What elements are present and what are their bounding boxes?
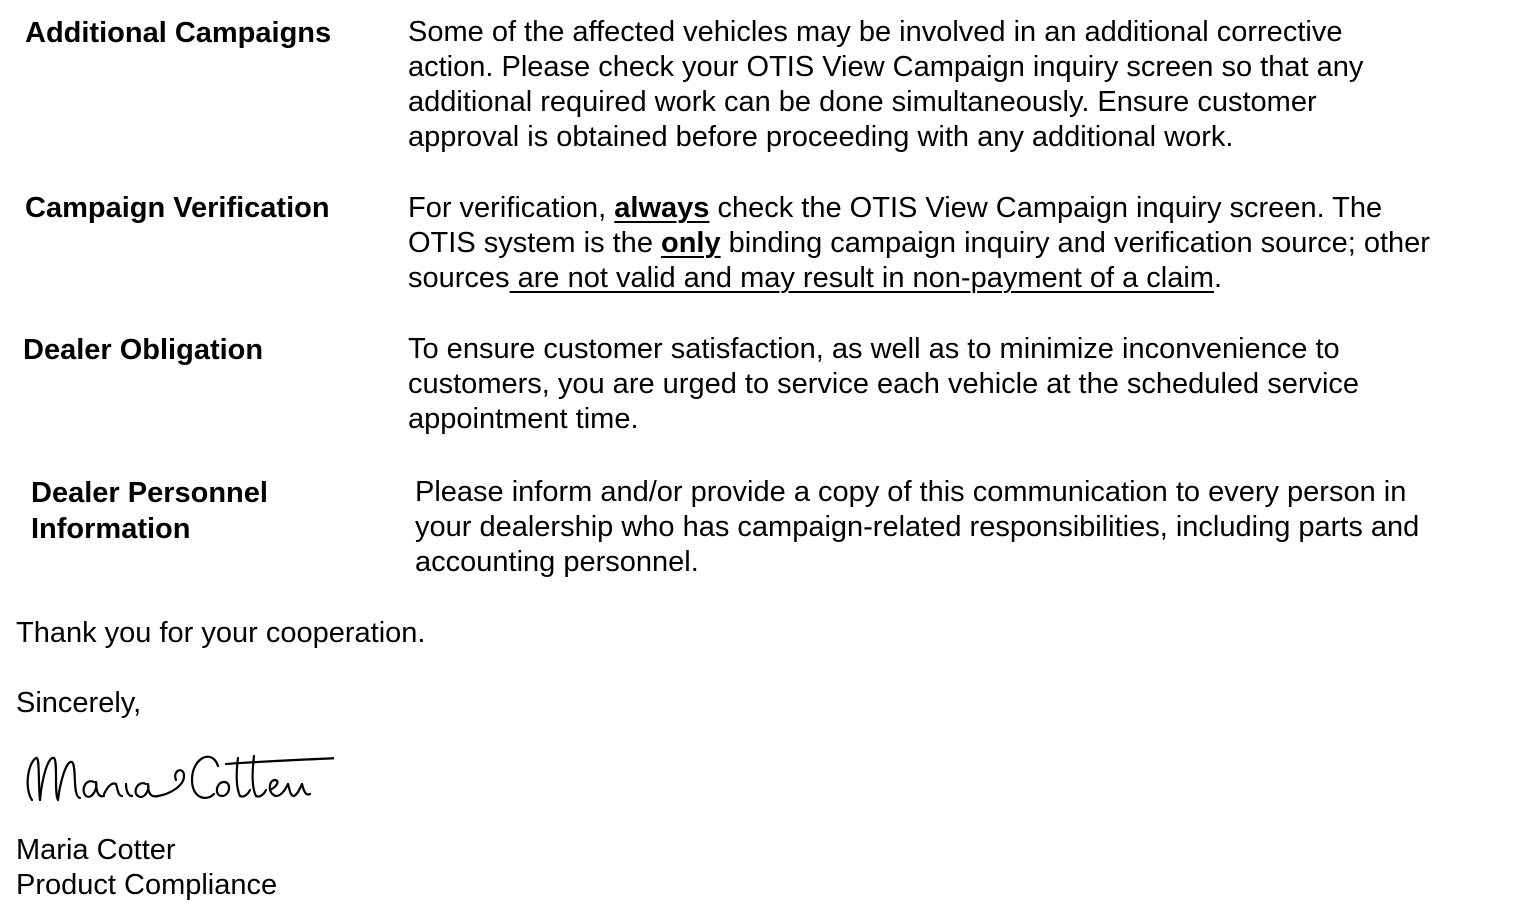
signer-title: Product Compliance — [16, 869, 278, 901]
salutation: Sincerely, — [16, 687, 142, 719]
body-line: customers, you are urged to service each vehicle at the scheduled service — [408, 368, 1360, 400]
body-line: Please inform and/or provide a copy of this communication to every person in — [415, 476, 1407, 508]
label-line: Additional Campaigns — [25, 17, 332, 49]
thanks-text: Thank you for your cooperation. — [16, 617, 426, 649]
body-line — [408, 261, 1430, 296]
label-line: Information — [31, 513, 191, 545]
label-line: Dealer Obligation — [23, 334, 264, 366]
section-label-dealer-obligation — [23, 332, 263, 368]
body-line: appointment time. — [408, 403, 639, 435]
body-line: approval is obtained before proceeding with any additional work. — [408, 121, 1234, 153]
body-line: accounting personnel. — [415, 546, 699, 578]
section-body-additional-campaigns — [408, 15, 1363, 155]
body-line: action. Please check your OTIS View Campaign inquiry screen so that any — [408, 51, 1364, 83]
signer-name: Maria Cotter — [16, 834, 176, 866]
label-line: Campaign Verification — [25, 192, 330, 224]
text-run: For verification, — [408, 192, 615, 224]
section-body-dealer-personnel-information — [415, 475, 1419, 580]
body-line: Some of the affected vehicles may be involved in an additional corrective — [408, 16, 1343, 48]
emphasis-only: only — [661, 227, 721, 259]
text-run: OTIS system is the — [408, 227, 661, 259]
text-run: sources — [408, 262, 510, 294]
body-line: To ensure customer satisfaction, as well as to minimize inconvenience to — [408, 333, 1340, 365]
text-run: . — [1213, 262, 1223, 294]
underlined-warning: are not valid and may result in non-payment of a claim — [509, 262, 1214, 294]
body-line: additional required work can be done simultaneously. Ensure customer — [408, 86, 1317, 118]
section-label-dealer-personnel-information — [31, 475, 268, 547]
body-line — [408, 226, 1430, 261]
section-label-additional-campaigns — [25, 15, 331, 51]
body-line — [408, 191, 1430, 226]
signature-image — [14, 738, 334, 818]
section-body-dealer-obligation — [408, 332, 1359, 437]
section-body-campaign-verification — [408, 191, 1430, 296]
text-run: binding campaign inquiry and verification source; other — [720, 227, 1430, 259]
body-line: your dealership who has campaign-related responsibilities, including parts and — [415, 511, 1420, 543]
section-label-campaign-verification — [25, 190, 330, 226]
emphasis-always: always — [614, 192, 710, 224]
text-run: check the OTIS View Campaign inquiry screen. The — [709, 192, 1383, 224]
label-line: Dealer Personnel — [31, 477, 268, 509]
